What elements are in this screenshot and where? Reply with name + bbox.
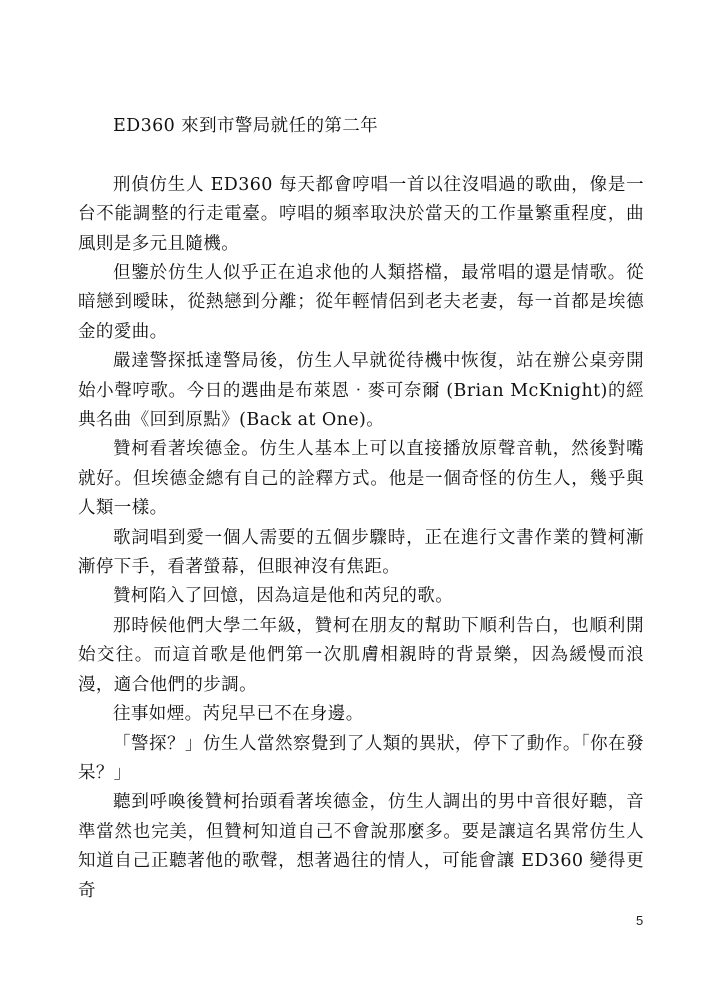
paragraph: 刑偵仿生人 ED360 每天都會哼唱一首以往沒唱過的歌曲，像是一台不能調整的行走電臺。哼唱的頻率取決於當天的工作量繁重程度，曲風則是多元且隨機。 [78,174,644,254]
chapter-subtitle: ED360 來到市警局就任的第二年 [113,116,379,136]
paragraph: 贊柯陷入了回憶，因為這是他和芮兒的歌。 [113,586,454,607]
page-number: 5 [636,913,644,928]
body-text [78,112,644,906]
paragraph: 往事如煙。芮兒早已不在身邊。 [113,704,364,725]
paragraph: 歌詞唱到愛一個人需要的五個步驟時，正在進行文書作業的贊柯漸漸停下手，看著螢幕，但眼神沒有焦距。 [78,527,644,578]
paragraph: 聽到呼喚後贊柯抬頭看著埃德金，仿生人調出的男中音很好聽，音準當然也完美，但贊柯知道自己不會說那麼多。要是讓這名異常仿生人知道自己正聽著他的歌聲，想著過往的情人，可能會讓 ED360 變得更奇 [78,792,644,901]
paragraph: 但鑒於仿生人似乎正在追求他的人類搭檔，最常唱的還是情歌。從暗戀到曖昧，從熱戀到分離；從年輕情侶到老夫老妻，每一首都是埃德金的愛曲。 [78,263,644,342]
paragraph: 嚴達警探抵達警局後，仿生人早就從待機中恢復，站在辦公桌旁開始小聲哼歌。今日的選曲是布萊恩‧麥可奈爾 (Brian McKnight)的經典名曲《回到原點》(Back at One)。 [78,351,644,431]
paragraph: 那時候他們大學二年級，贊柯在朋友的幫助下順利告白，也順利開始交往。而這首歌是他們第一次肌膚相親時的背景樂，因為緩慢而浪漫，適合他們的步調。 [78,615,644,695]
paragraph: 贊柯看著埃德金。仿生人基本上可以直接播放原聲音軌，然後對嘴就好。但埃德金總有自己的詮釋方式。他是一個奇怪的仿生人，幾乎與人類一樣。 [78,439,644,519]
paragraph: 「警探？」仿生人當然察覺到了人類的異狀，停下了動作。「你在發呆？」 [78,733,644,783]
